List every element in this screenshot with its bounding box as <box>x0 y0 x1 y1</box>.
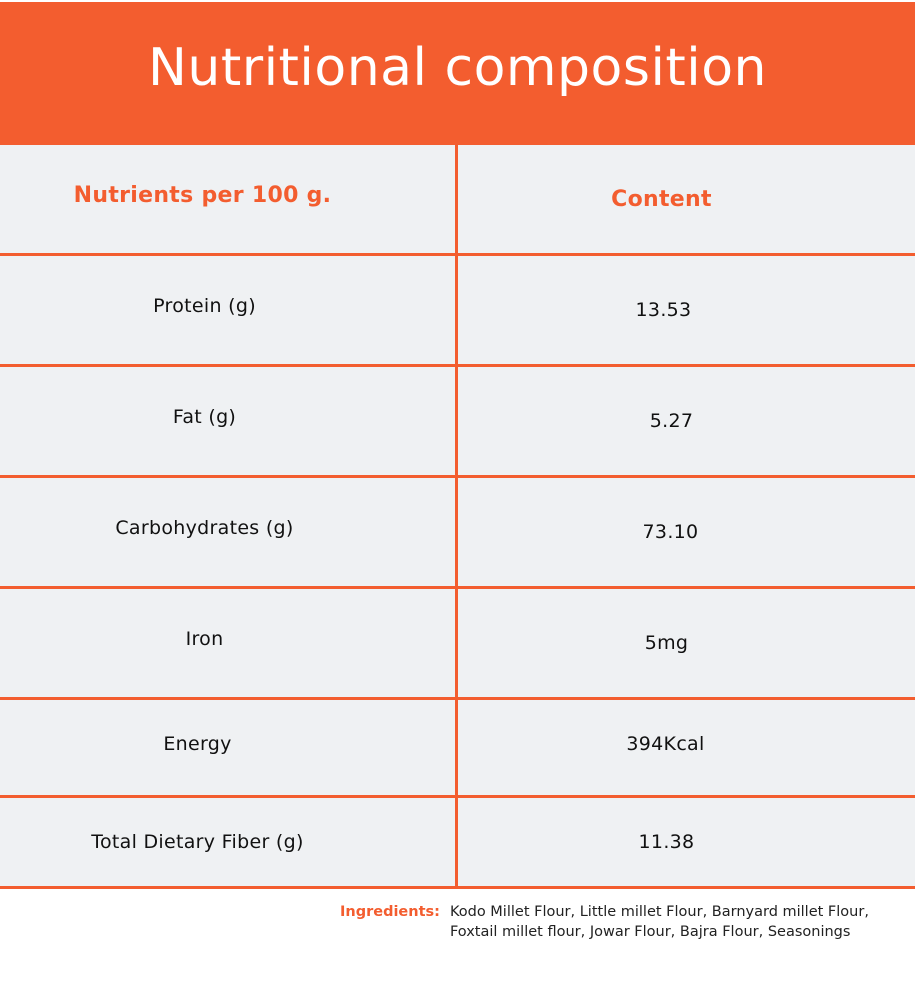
content-cell <box>458 478 915 586</box>
table-row <box>0 700 915 798</box>
nutrient-cell <box>0 256 458 364</box>
header-content-cell <box>458 145 915 253</box>
nutrition-table <box>0 145 915 889</box>
nutrient-label: Protein (g) <box>153 295 256 317</box>
content-value: 5mg <box>644 632 689 654</box>
content-value: 73.10 <box>642 521 699 543</box>
content-cell <box>458 256 915 364</box>
nutrient-label: Energy <box>163 732 232 755</box>
table-row <box>0 589 915 700</box>
content-value: 11.38 <box>638 831 695 853</box>
content-cell <box>458 700 915 795</box>
ingredients-note <box>340 902 915 942</box>
ingredients-text: Kodo Millet Flour, Little millet Flour, Barnyard millet Flour, Foxtail millet flour, Jowar Flour, Bajra Flour, Seasonings <box>449 904 869 940</box>
nutrient-cell <box>0 700 458 795</box>
nutrient-cell <box>0 367 458 475</box>
header-content-label: Content <box>611 186 712 212</box>
content-value: 5.27 <box>649 410 694 432</box>
title-banner <box>0 2 915 145</box>
content-cell <box>458 589 915 697</box>
table-row <box>0 478 915 589</box>
nutrient-label: Total Dietary Fiber (g) <box>91 831 304 853</box>
table-row <box>0 367 915 478</box>
nutrient-cell <box>0 798 458 886</box>
nutrient-cell <box>0 589 458 697</box>
content-value: 394Kcal <box>626 732 705 755</box>
ingredients-label: Ingredients: <box>340 904 440 920</box>
header-nutrient-cell <box>0 145 458 253</box>
table-row <box>0 798 915 889</box>
content-cell <box>458 367 915 475</box>
content-cell <box>458 798 915 886</box>
table-header-row <box>0 145 915 256</box>
nutrient-label: Carbohydrates (g) <box>115 517 294 539</box>
table-row <box>0 256 915 367</box>
nutrient-cell <box>0 478 458 586</box>
nutrient-label: Iron <box>185 628 224 650</box>
page-title: Nutritional composition <box>147 37 768 98</box>
content-value: 13.53 <box>635 299 692 321</box>
header-nutrient-label: Nutrients per 100 g. <box>73 182 332 208</box>
nutrient-label: Fat (g) <box>172 406 237 428</box>
